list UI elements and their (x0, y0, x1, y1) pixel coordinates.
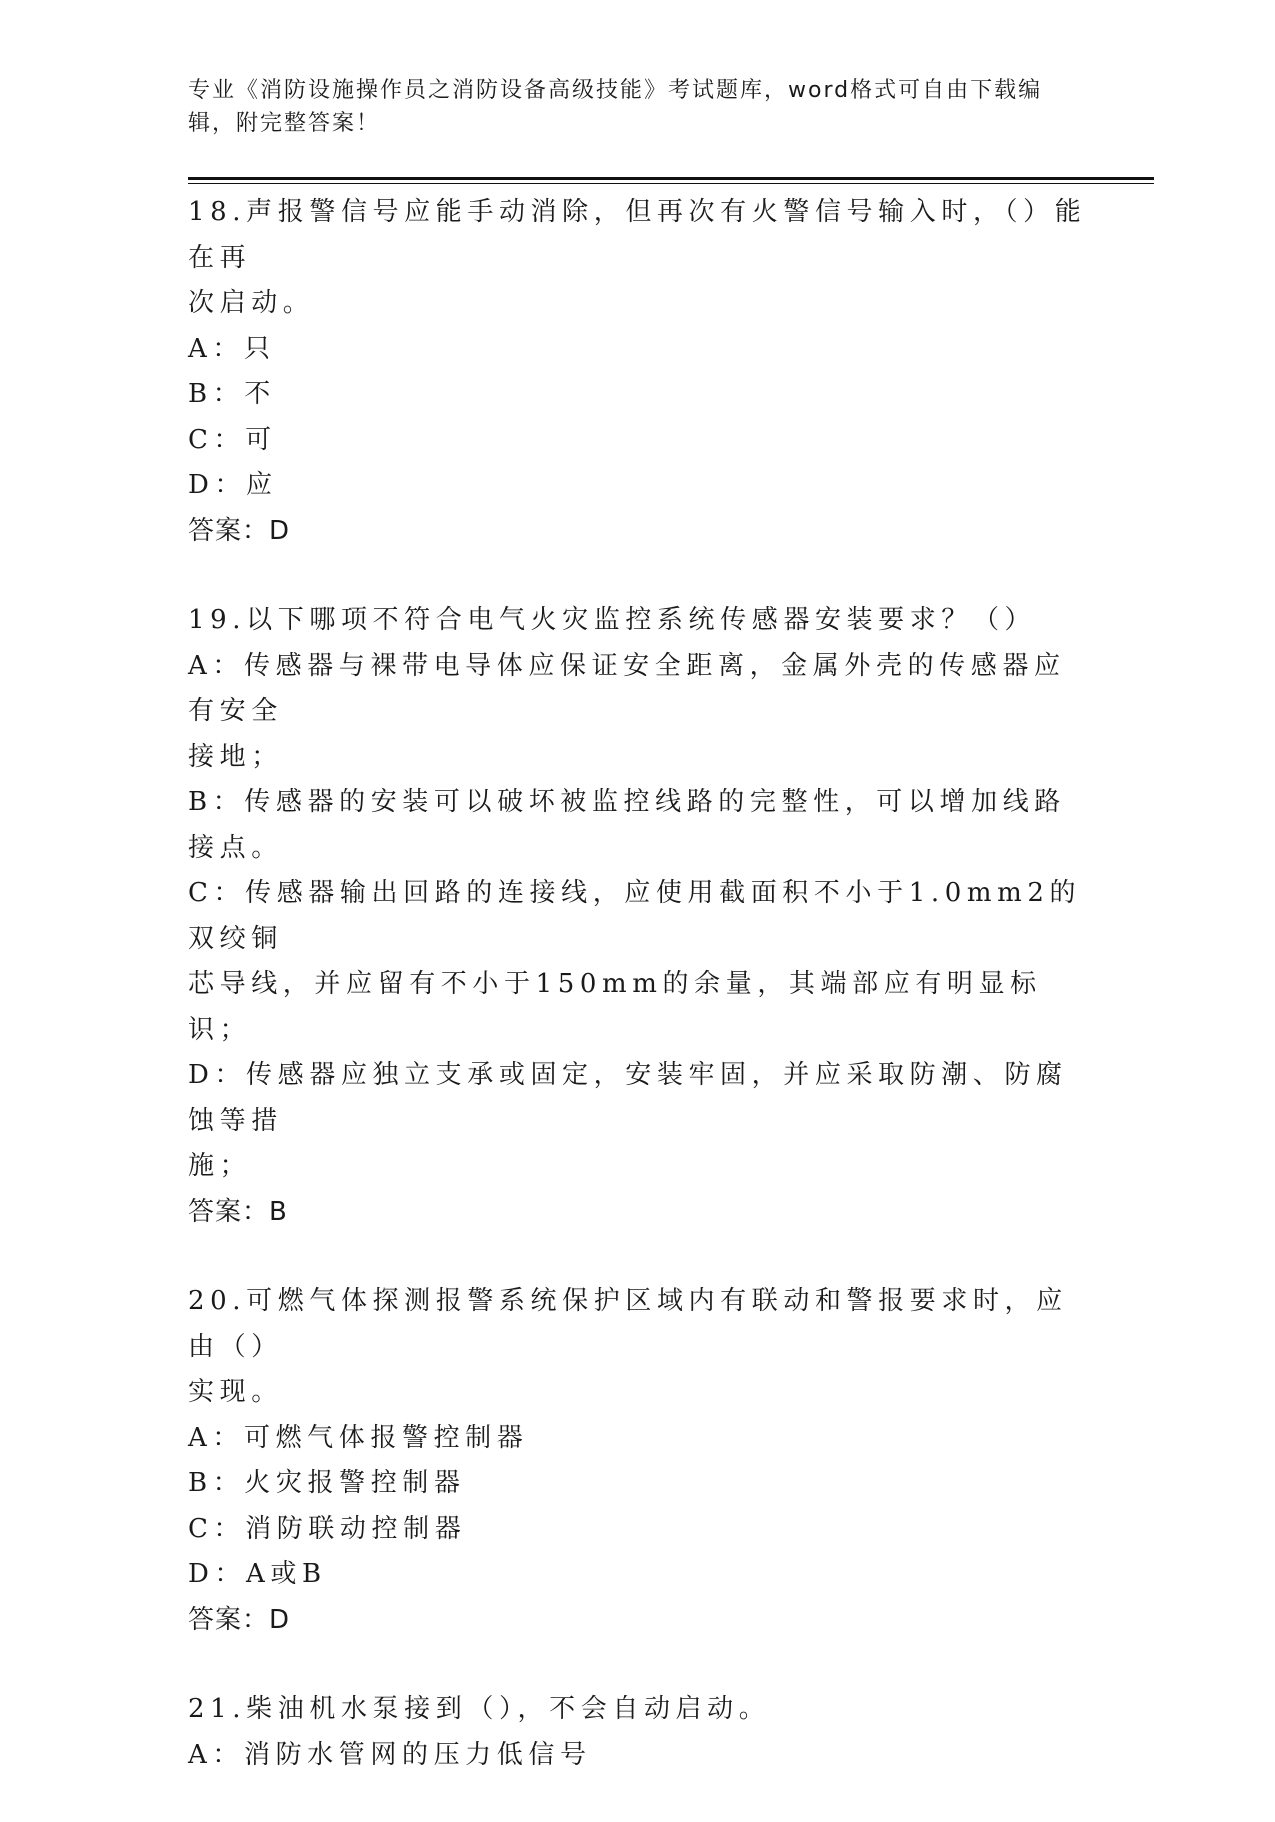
header-line-1: 专业《消防设施操作员之消防设备高级技能》考试题库，word格式可自由下载编 (188, 78, 1043, 103)
question-answer: 答案：D (188, 515, 291, 546)
question-answer: 答案：D (188, 1604, 291, 1635)
question-option-line: 接地； (188, 741, 283, 772)
question-stem-line: 18.声报警信号应能手动消除，但再次有火警信号输入时，（）能在再 (188, 197, 1087, 273)
question-stem-line: 次启动。 (188, 288, 315, 318)
question-block (188, 190, 1088, 554)
question-option-line: A：可燃气体报警控制器 (188, 1422, 529, 1453)
question-option-line: D：A或B (188, 1559, 327, 1589)
question-option-line: D：传感器应独立支承或固定，安装牢固，并应采取防潮、防腐蚀等措 (188, 1060, 1068, 1136)
question-stem-line: 19.以下哪项不符合电气火灾监控系统传感器安装要求？（） (188, 605, 1037, 635)
question-answer: 答案：B (188, 1196, 288, 1227)
question-option-line: A：只 (188, 333, 276, 364)
question-option-line: A：消防水管网的压力低信号 (188, 1739, 592, 1770)
question-block (188, 1687, 1088, 1778)
question-stem-line: 实现。 (188, 1377, 283, 1407)
question-stem-line: 21.柴油机水泵接到（），不会自动启动。 (188, 1694, 771, 1724)
question-list (188, 190, 1088, 1822)
question-option-line: B：不 (188, 379, 276, 409)
question-block (188, 598, 1088, 1235)
question-block (188, 1279, 1088, 1643)
header-line-2: 辑，附完整答案！ (188, 111, 381, 136)
question-option-line: A：传感器与裸带电导体应保证安全距离，金属外壳的传感器应有安全 (188, 650, 1066, 726)
question-stem-line: 20.可燃气体探测报警系统保护区域内有联动和警报要求时，应由（） (188, 1286, 1068, 1362)
question-option-line: B：传感器的安装可以破坏被监控线路的完整性，可以增加线路接点。 (188, 787, 1066, 863)
question-option-line: D：应 (188, 470, 278, 500)
header-divider-thick (188, 177, 1154, 180)
question-option-line: C：传感器输出回路的连接线，应使用截面积不小于1.0mm2的双绞铜 (188, 878, 1082, 954)
document-header (188, 74, 1068, 140)
question-option-line: C：消防联动控制器 (188, 1513, 467, 1544)
question-option-line: C：可 (188, 424, 277, 455)
question-option-line: 芯导线，并应留有不小于150mm的余量，其端部应有明显标识； (188, 969, 1042, 1045)
header-divider-thin (188, 183, 1154, 184)
question-option-line: 施； (188, 1151, 252, 1181)
question-option-line: B：火灾报警控制器 (188, 1468, 466, 1498)
